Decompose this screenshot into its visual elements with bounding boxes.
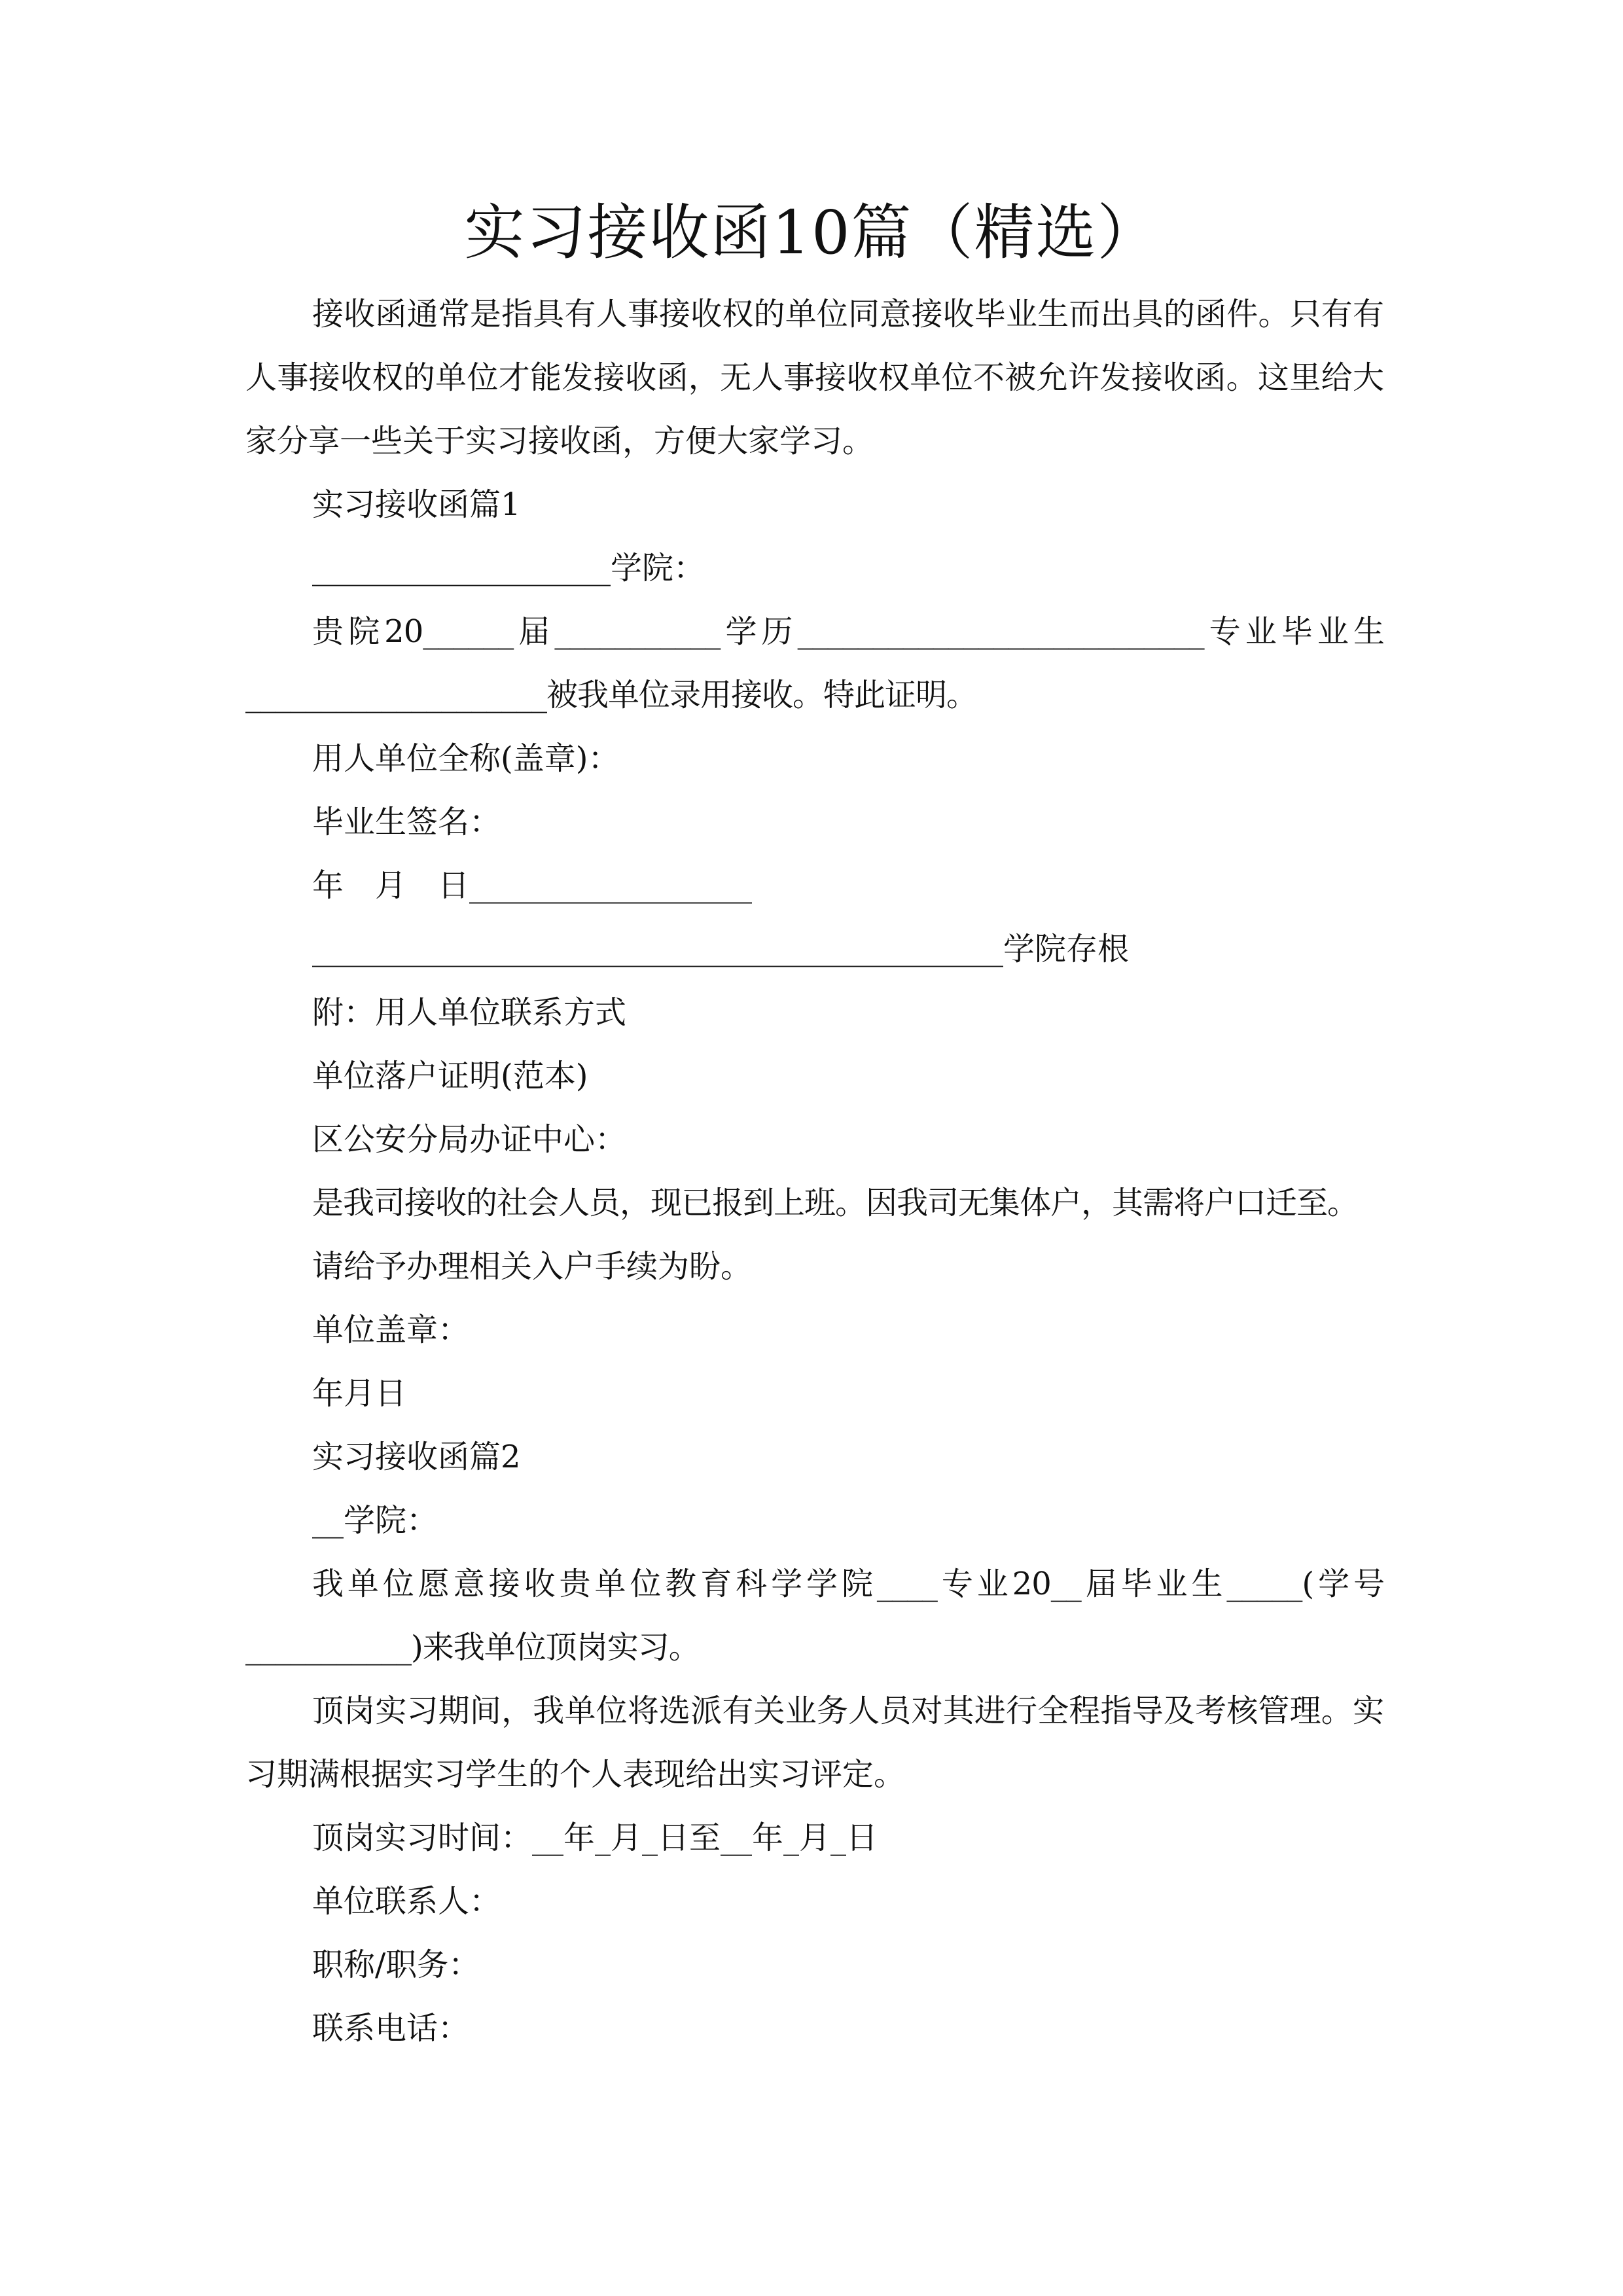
section-heading-2: 实习接收函篇2: [312, 1439, 521, 1475]
internship-guidance-paragraph: 顶岗实习期间，我单位将选派有关业务人员对其进行全程指导及考核管理。实习期满根据实习学生的个人表现给出实习评定。: [245, 1693, 1384, 1793]
addressee-line: 区公安分局办证中心：: [312, 1121, 627, 1158]
contact-person-line: 单位联系人：: [312, 1883, 501, 1920]
internship-period-line: 顶岗实习时间：__年_月_日至__年_月_日: [312, 1820, 878, 1856]
section-subtitle: 单位落户证明(范本): [312, 1058, 588, 1094]
letter-salutation: ___________________学院：: [312, 550, 705, 586]
graduate-signature-line: 毕业生签名：: [312, 804, 501, 840]
document-title: 实习接收函10篇（精选）: [464, 198, 1159, 268]
date-line-2: 年月日: [312, 1375, 407, 1412]
phone-line: 联系电话：: [312, 2010, 470, 2047]
unit-stamp-line: 单位盖章：: [312, 1312, 470, 1348]
certificate-body: 是我司接收的社会人员，现已报到上班。因我司无集体户，其需将户口迁至。: [312, 1185, 1359, 1221]
letter-body-2: 我单位愿意接收贵单位教育科学学院____专业20__届毕业生_____(学号___________)来我单位顶岗实习。: [245, 1566, 1384, 1666]
document-body: [245, 283, 1384, 2060]
request-line: 请给予办理相关入户手续为盼。: [312, 1248, 753, 1285]
date-line: 年 月 日__________________: [312, 867, 753, 904]
letter-salutation-2: __学院：: [312, 1502, 438, 1539]
employer-stamp-line: 用人单位全称(盖章)：: [312, 740, 620, 777]
section-heading-1: 实习接收函篇1: [312, 486, 521, 523]
letter-body: 贵院20______届___________学历___________________________专业毕业生____________________被我单位录用接收。特此证明。: [245, 613, 1384, 713]
job-title-line: 职称/职务：: [312, 1946, 480, 1983]
intro-paragraph: 接收函通常是指具有人事接收权的单位同意接收毕业生而出具的函件。只有有人事接收权的单位才能发接收函，无人事接收权单位不被允许发接收函。这里给大家分享一些关于实习接收函，方便大家学习。: [245, 296, 1384, 459]
attachment-line: 附：用人单位联系方式: [312, 994, 627, 1031]
college-stub-line: ____________________________________________学院存根: [312, 931, 1130, 967]
